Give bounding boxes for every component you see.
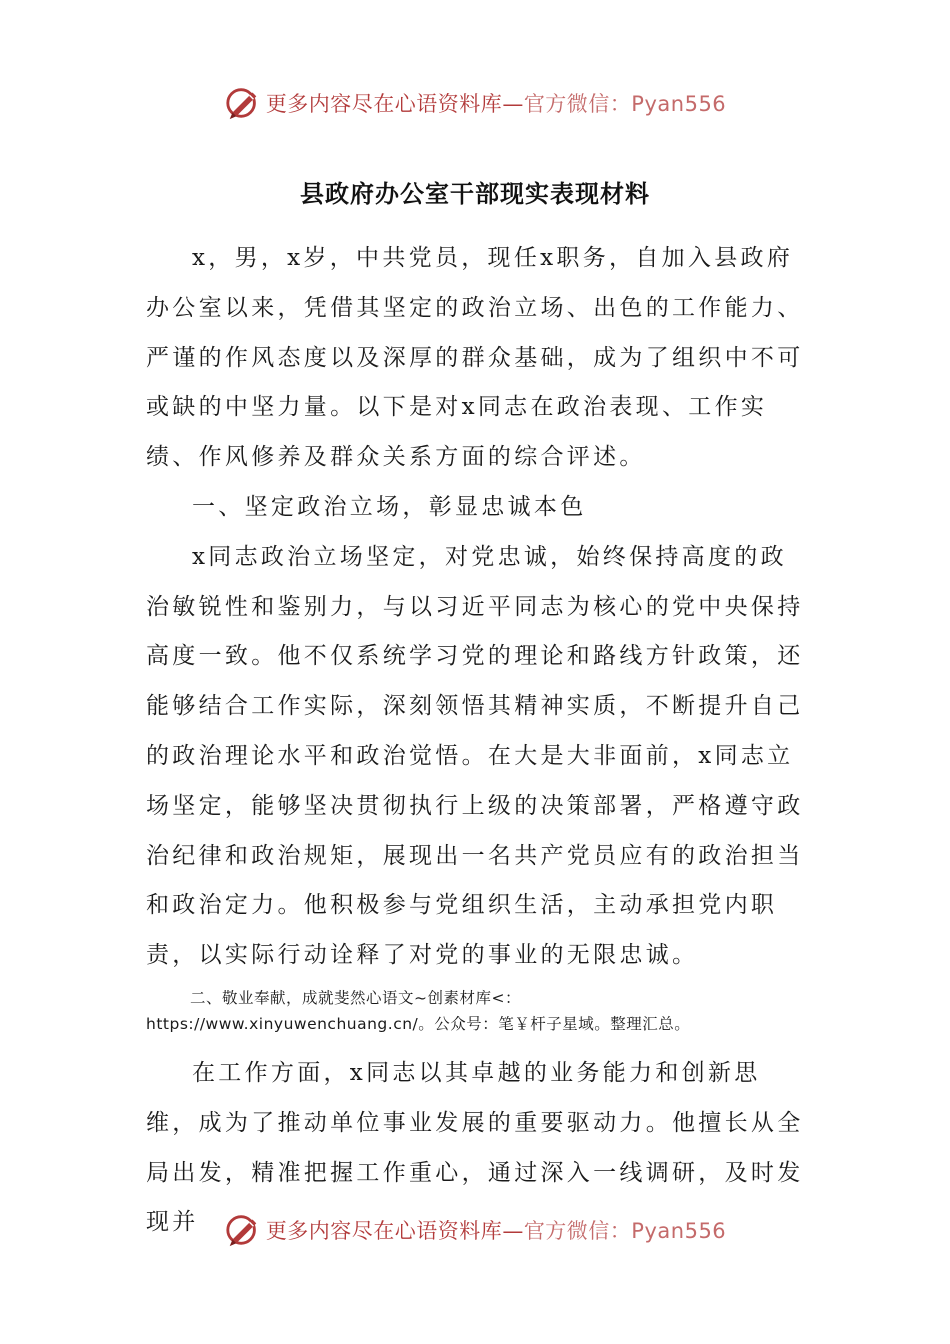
section-heading-2: 二、敬业奉献，成就斐然心语文~创素材库<：https://www.xinyuwenchuang.cn/。公众号：笔￥杆子星域。整理汇总。	[146, 988, 691, 1033]
pen-logo-icon	[224, 1211, 262, 1249]
footer-banner	[0, 1205, 950, 1255]
banner-text: 更多内容尽在心语资料库—官方微信：Pyan556	[265, 92, 727, 116]
pen-logo-icon	[224, 84, 262, 122]
banner-text: 更多内容尽在心语资料库—官方微信：Pyan556	[265, 1219, 727, 1243]
paragraph-section-1: x同志政治立场坚定，对党忠诚，始终保持高度的政治敏锐性和鉴别力，与以习近平同志为核心的党中央保持高度一致。他不仅系统学习党的理论和路线方针政策，还能够结合工作实际，深刻领悟其精神实质，不断提升自己的政治理论水平和政治觉悟。在大是大非面前，x同志立场坚定，能够坚决贯彻执行上级的决策部署，严格遵守政治纪律和政治规矩，展现出一名共产党员应有的政治担当和政治定力。他积极参与党组织生活，主动承担党内职责，以实际行动诠释了对党的事业的无限忠诚。	[146, 543, 804, 969]
paragraph-section-2: 在工作方面，x同志以其卓越的业务能力和创新思维，成为了推动单位事业发展的重要驱动力。他擅长从全局出发，精准把握工作重心，通过深入一线调研，及时发现并	[146, 1059, 804, 1236]
section-heading-1: 一、坚定政治立场，彰显忠诚本色	[192, 493, 587, 520]
header-banner	[0, 78, 950, 128]
document-body	[146, 234, 806, 1248]
document-title: 县政府办公室干部现实表现材料	[300, 179, 650, 208]
paragraph-intro: x，男，x岁，中共党员，现任x职务，自加入县政府办公室以来，凭借其坚定的政治立场、出色的工作能力、严谨的作风态度以及深厚的群众基础，成为了组织中不可或缺的中坚力量。以下是对x同志在政治表现、工作实绩、作风修养及群众关系方面的综合评述。	[146, 245, 804, 471]
